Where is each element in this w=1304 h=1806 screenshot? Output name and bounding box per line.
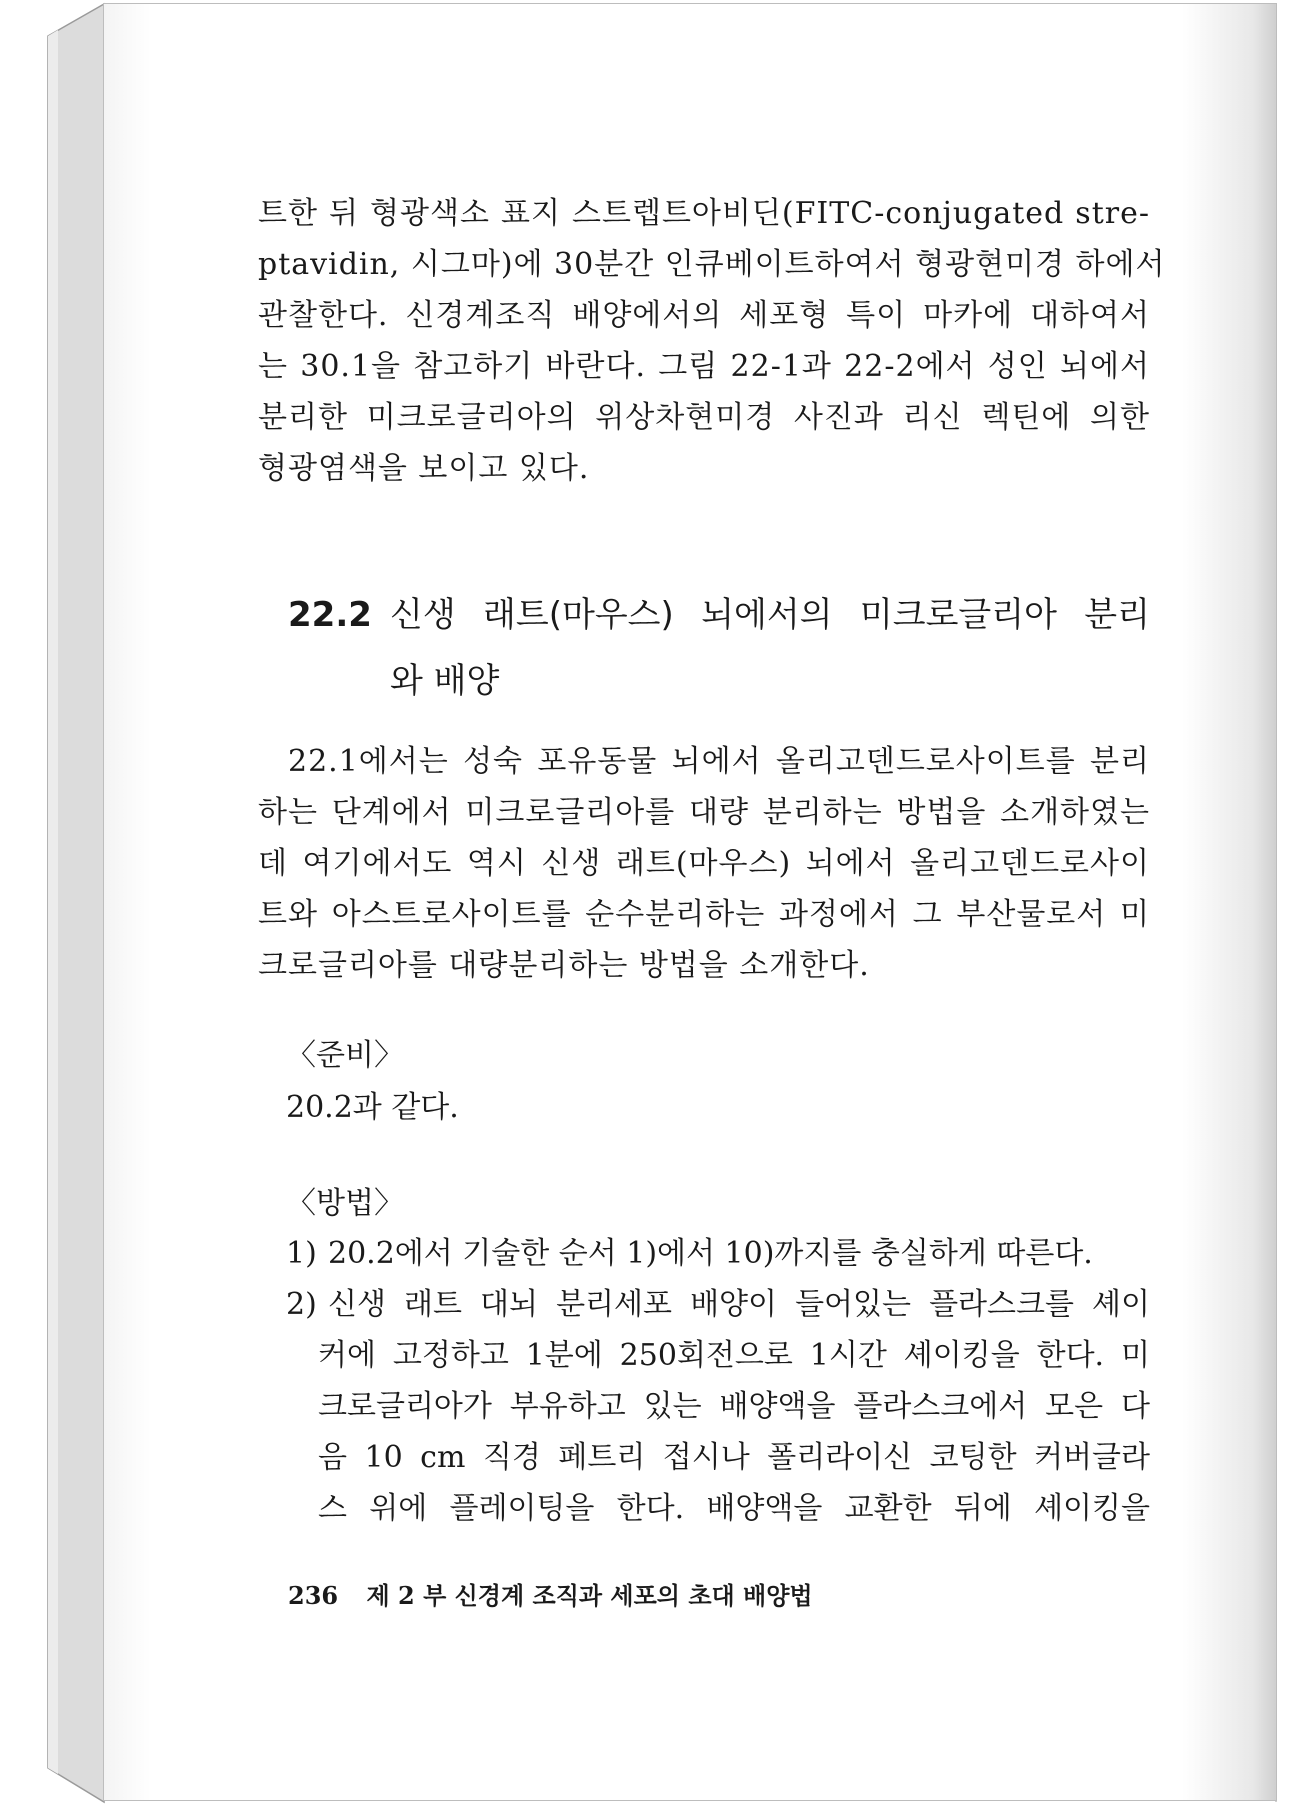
list-item-line: 스 위에 플레이팅을 한다. 배양액을 교환한 뒤에 셰이킹을: [318, 1491, 1150, 1526]
paragraph-line: 하는 단계에서 미크로글리아를 대량 분리하는 방법을 소개하였는: [258, 795, 1150, 830]
method-list: [286, 1228, 1150, 1534]
prep-text: 20.2과 같다.: [286, 1090, 459, 1125]
paragraph-line: 크로글리아를 대량분리하는 방법을 소개한다.: [258, 948, 870, 983]
paragraph-line: 분리한 미크로글리아의 위상차현미경 사진과 리신 렉틴에 의한: [258, 400, 1150, 435]
paragraph-line: 는 30.1을 참고하기 바란다. 그림 22-1과 22-2에서 성인 뇌에서: [258, 349, 1150, 384]
paragraph-line: 형광염색을 보이고 있다.: [258, 451, 590, 486]
running-title: 제 2 부 신경계 조직과 세포의 초대 배양법: [366, 1581, 813, 1610]
list-item: [286, 1279, 1150, 1534]
list-item-line: 커에 고정하고 1분에 250회전으로 1시간 셰이킹을 한다. 미: [318, 1338, 1150, 1373]
list-marker: 2): [286, 1287, 317, 1322]
page-footer: [288, 1578, 813, 1614]
paragraph-line: 트와 아스트로사이트를 순수분리하는 과정에서 그 부산물로서 미: [258, 897, 1150, 932]
section-number: 22.2: [288, 595, 372, 635]
method-heading: 〈방법〉: [286, 1186, 404, 1221]
paragraph-line: 데 여기에서도 역시 신생 래트(마우스) 뇌에서 올리고덴드로사이: [258, 846, 1150, 881]
section-title: [390, 582, 1150, 714]
paragraph-line: 트한 뒤 형광색소 표지 스트렙트아비딘(FITC-conjugated stre-: [258, 196, 1150, 231]
list-item-line: 20.2에서 기술한 순서 1)에서 10)까지를 충실하게 따른다.: [328, 1236, 1093, 1271]
section-intro-paragraph: [258, 736, 1150, 991]
page-number: 236: [288, 1581, 339, 1610]
list-item-line: 음 10 cm 직경 페트리 접시나 폴리라이신 코팅한 커버글라: [318, 1440, 1150, 1475]
list-item-line: 크로글리아가 부유하고 있는 배양액을 플라스크에서 모은 다: [318, 1389, 1150, 1424]
list-item-line: 신생 래트 대뇌 분리세포 배양이 들어있는 플라스크를 셰이: [328, 1287, 1150, 1322]
section-title-line: 신생 래트(마우스) 뇌에서의 미크로글리아 분리: [390, 595, 1150, 635]
paragraph-continuation: [258, 188, 1166, 494]
list-item: [286, 1228, 1150, 1279]
paragraph-line: 22.1에서는 성숙 포유동물 뇌에서 올리고덴드로사이트를 분리: [288, 744, 1150, 779]
prep-heading: 〈준비〉: [286, 1038, 404, 1073]
paragraph-line: 관찰한다. 신경계조직 배양에서의 세포형 특이 마카에 대하여서: [258, 298, 1150, 333]
list-marker: 1): [286, 1236, 317, 1271]
paragraph-line: ptavidin, 시그마)에 30분간 인큐베이트하여서 형광현미경 하에서: [258, 247, 1166, 282]
section-title-line: 와 배양: [390, 661, 500, 701]
